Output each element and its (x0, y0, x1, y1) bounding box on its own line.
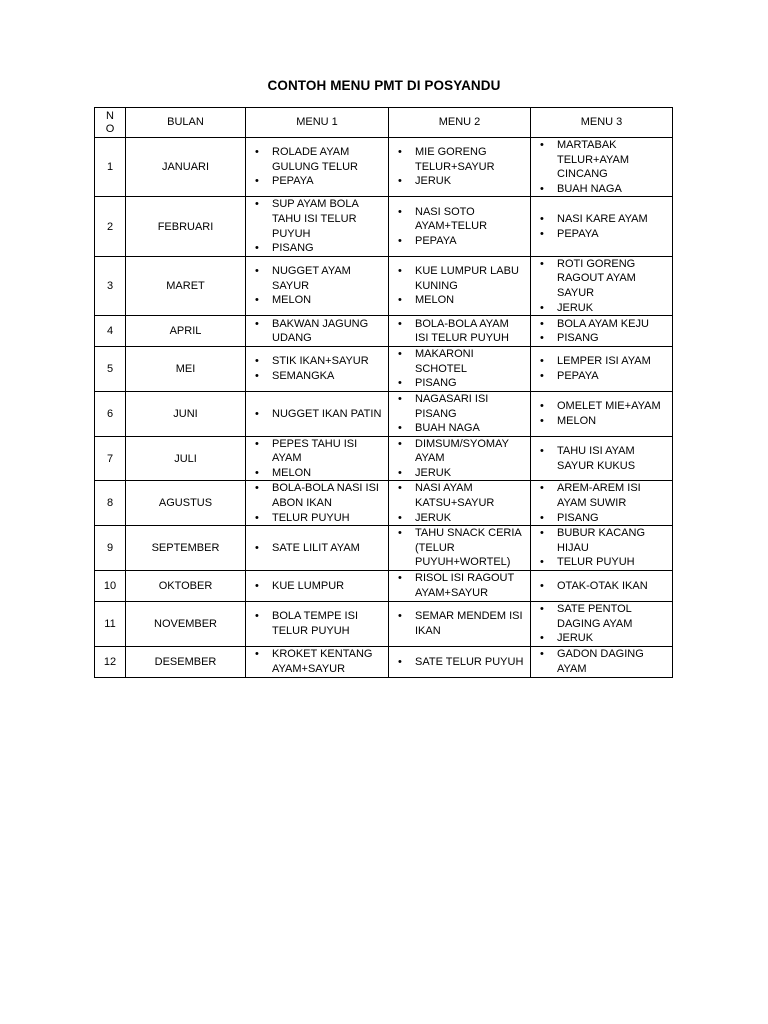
menu-item-list (389, 145, 530, 189)
menu-2-cell (389, 436, 531, 481)
menu-item-list (389, 205, 530, 249)
menu-table (94, 107, 673, 678)
menu-item-list (246, 579, 388, 594)
row-month: AGUSTUS (126, 481, 246, 526)
menu-item-list (531, 399, 672, 428)
menu-item: • BUBUR KACANG HIJAU (557, 526, 666, 555)
menu-item: • ROTI GORENG RAGOUT AYAM SAYUR (557, 257, 666, 301)
row-month: NOVEMBER (126, 602, 246, 647)
table-row (95, 316, 673, 347)
menu-item: • PISANG (557, 331, 666, 346)
menu-item-list (531, 526, 672, 570)
menu-item-list (246, 145, 388, 189)
menu-item-list (246, 437, 388, 481)
row-month: JUNI (126, 391, 246, 436)
row-month: APRIL (126, 316, 246, 347)
table-row (95, 481, 673, 526)
menu-3-cell (531, 436, 673, 481)
menu-3-cell (531, 571, 673, 602)
menu-item-list (389, 655, 530, 670)
menu-3-cell (531, 316, 673, 347)
menu-2-cell (389, 256, 531, 315)
table-row (95, 138, 673, 197)
menu-item: • MELON (272, 293, 382, 308)
table-row (95, 526, 673, 571)
menu-item: • BUAH NAGA (557, 182, 666, 197)
row-number: 6 (95, 391, 126, 436)
row-number: 12 (95, 646, 126, 677)
menu-item: • JERUK (557, 631, 666, 646)
menu-item-list (246, 264, 388, 308)
menu-3-cell (531, 646, 673, 677)
menu-3-cell (531, 197, 673, 256)
menu-item: • MELON (415, 293, 524, 308)
menu-item: • PEPES TAHU ISI AYAM (272, 437, 382, 466)
menu-2-cell (389, 197, 531, 256)
menu-item: • AREM-AREM ISI AYAM SUWIR (557, 481, 666, 510)
row-number: 9 (95, 526, 126, 571)
menu-item: • MARTABAK TELUR+AYAM CINCANG (557, 138, 666, 182)
menu-item: • ROLADE AYAM GULUNG TELUR (272, 145, 382, 174)
menu-2-cell (389, 526, 531, 571)
menu-item: • BOLA-BOLA NASI ISI ABON IKAN (272, 481, 382, 510)
menu-2-cell (389, 571, 531, 602)
menu-1-cell (246, 391, 389, 436)
menu-2-cell (389, 138, 531, 197)
menu-2-cell (389, 602, 531, 647)
menu-item: • GADON DAGING AYAM (557, 647, 666, 676)
row-number: 4 (95, 316, 126, 347)
table-row (95, 256, 673, 315)
menu-1-cell (246, 138, 389, 197)
row-month: OKTOBER (126, 571, 246, 602)
menu-item: • KROKET KENTANG AYAM+SAYUR (272, 647, 382, 676)
menu-1-cell (246, 481, 389, 526)
menu-item: • BAKWAN JAGUNG UDANG (272, 317, 382, 346)
table-row (95, 436, 673, 481)
menu-item: • PEPAYA (272, 174, 382, 189)
table-row (95, 391, 673, 436)
menu-item: • SATE LILIT AYAM (272, 541, 382, 556)
menu-item-list (531, 317, 672, 346)
menu-item-list (389, 317, 530, 346)
menu-3-cell (531, 138, 673, 197)
menu-3-cell (531, 256, 673, 315)
row-month: MARET (126, 256, 246, 315)
menu-item: • PISANG (272, 241, 382, 256)
menu-item-list (246, 541, 388, 556)
menu-item-list (389, 347, 530, 391)
menu-item-list (531, 212, 672, 241)
menu-1-cell (246, 347, 389, 392)
menu-item: • BUAH NAGA (415, 421, 524, 436)
row-number: 1 (95, 138, 126, 197)
menu-1-cell (246, 646, 389, 677)
menu-item-list (389, 571, 530, 600)
row-month: JULI (126, 436, 246, 481)
menu-3-cell (531, 602, 673, 647)
row-number: 10 (95, 571, 126, 602)
menu-item-list (389, 437, 530, 481)
menu-item-list (246, 647, 388, 676)
menu-item: • KUE LUMPUR (272, 579, 382, 594)
row-number: 3 (95, 256, 126, 315)
menu-item: • TAHU ISI AYAM SAYUR KUKUS (557, 444, 666, 473)
menu-item: • SEMAR MENDEM ISI IKAN (415, 609, 524, 638)
menu-2-cell (389, 481, 531, 526)
menu-item: • JERUK (557, 301, 666, 316)
menu-item: • NASI KARE AYAM (557, 212, 666, 227)
menu-2-cell (389, 347, 531, 392)
menu-item: • SATE TELUR PUYUH (415, 655, 524, 670)
row-month: FEBRUARI (126, 197, 246, 256)
menu-1-cell (246, 526, 389, 571)
menu-3-cell (531, 481, 673, 526)
menu-item: • PEPAYA (557, 369, 666, 384)
menu-item: • STIK IKAN+SAYUR (272, 354, 382, 369)
header-menu-2: MENU 2 (389, 108, 531, 138)
menu-1-cell (246, 316, 389, 347)
menu-item: • PISANG (415, 376, 524, 391)
menu-item: • LEMPER ISI AYAM (557, 354, 666, 369)
row-month: JANUARI (126, 138, 246, 197)
menu-3-cell (531, 391, 673, 436)
row-number: 11 (95, 602, 126, 647)
menu-3-cell (531, 347, 673, 392)
menu-item-list (246, 354, 388, 383)
table-row (95, 602, 673, 647)
menu-item: • PISANG (557, 511, 666, 526)
menu-item-list (531, 444, 672, 473)
menu-item-list (531, 138, 672, 196)
menu-1-cell (246, 571, 389, 602)
menu-item-list (389, 264, 530, 308)
menu-item-list (531, 481, 672, 525)
menu-item: • TELUR PUYUH (272, 511, 382, 526)
menu-item-list (531, 579, 672, 594)
row-number: 5 (95, 347, 126, 392)
header-no-label: N O (105, 109, 115, 135)
row-number: 2 (95, 197, 126, 256)
table-row (95, 347, 673, 392)
menu-item: • KUE LUMPUR LABU KUNING (415, 264, 524, 293)
row-month: DESEMBER (126, 646, 246, 677)
menu-item: • OMELET MIE+AYAM (557, 399, 666, 414)
header-menu-3: MENU 3 (531, 108, 673, 138)
table-body (95, 138, 673, 678)
menu-item: • NUGGET AYAM SAYUR (272, 264, 382, 293)
menu-item: • TELUR PUYUH (557, 555, 666, 570)
menu-item: • BOLA TEMPE ISI TELUR PUYUH (272, 609, 382, 638)
menu-3-cell (531, 526, 673, 571)
menu-2-cell (389, 391, 531, 436)
menu-item: • SEMANGKA (272, 369, 382, 384)
menu-item-list (246, 407, 388, 422)
menu-item: • BOLA AYAM KEJU (557, 317, 666, 332)
menu-1-cell (246, 197, 389, 256)
menu-item-list (246, 609, 388, 638)
menu-item: • TAHU SNACK CERIA (TELUR PUYUH+WORTEL) (415, 526, 524, 570)
menu-item-list (389, 481, 530, 525)
row-month: SEPTEMBER (126, 526, 246, 571)
header-menu-1: MENU 1 (246, 108, 389, 138)
menu-item: • MELON (272, 466, 382, 481)
menu-item: • SATE PENTOL DAGING AYAM (557, 602, 666, 631)
menu-item: • RISOL ISI RAGOUT AYAM+SAYUR (415, 571, 524, 600)
table-row (95, 571, 673, 602)
menu-item: • JERUK (415, 466, 524, 481)
menu-1-cell (246, 602, 389, 647)
menu-item: • MAKARONI SCHOTEL (415, 347, 524, 376)
menu-item: • SUP AYAM BOLA TAHU ISI TELUR PUYUH (272, 197, 382, 241)
menu-item-list (389, 526, 530, 570)
table-row (95, 197, 673, 256)
header-no (95, 108, 126, 138)
menu-item: • NAGASARI ISI PISANG (415, 392, 524, 421)
menu-item: • JERUK (415, 174, 524, 189)
menu-item-list (531, 602, 672, 646)
table-header-row (95, 108, 673, 138)
menu-item-list (389, 392, 530, 436)
menu-item-list (246, 317, 388, 346)
menu-item: • OTAK-OTAK IKAN (557, 579, 666, 594)
menu-item-list (246, 481, 388, 525)
menu-item-list (531, 647, 672, 676)
menu-item-list (246, 197, 388, 255)
menu-item: • DIMSUM/SYOMAY AYAM (415, 437, 524, 466)
menu-2-cell (389, 646, 531, 677)
menu-item: • JERUK (415, 511, 524, 526)
document-title: CONTOH MENU PMT DI POSYANDU (267, 78, 501, 93)
menu-item: • NASI SOTO AYAM+TELUR (415, 205, 524, 234)
menu-item-list (531, 257, 672, 315)
row-number: 7 (95, 436, 126, 481)
header-bulan: BULAN (126, 108, 246, 138)
menu-item: • BOLA-BOLA AYAM ISI TELUR PUYUH (415, 317, 524, 346)
menu-item: • MELON (557, 414, 666, 429)
table-row (95, 646, 673, 677)
menu-item: • PEPAYA (415, 234, 524, 249)
menu-1-cell (246, 436, 389, 481)
menu-item: • MIE GORENG TELUR+SAYUR (415, 145, 524, 174)
menu-1-cell (246, 256, 389, 315)
menu-item: • PEPAYA (557, 227, 666, 242)
row-number: 8 (95, 481, 126, 526)
menu-item: • NUGGET IKAN PATIN (272, 407, 382, 422)
menu-item-list (389, 609, 530, 638)
menu-item: • NASI AYAM KATSU+SAYUR (415, 481, 524, 510)
menu-2-cell (389, 316, 531, 347)
menu-item-list (531, 354, 672, 383)
row-month: MEI (126, 347, 246, 392)
